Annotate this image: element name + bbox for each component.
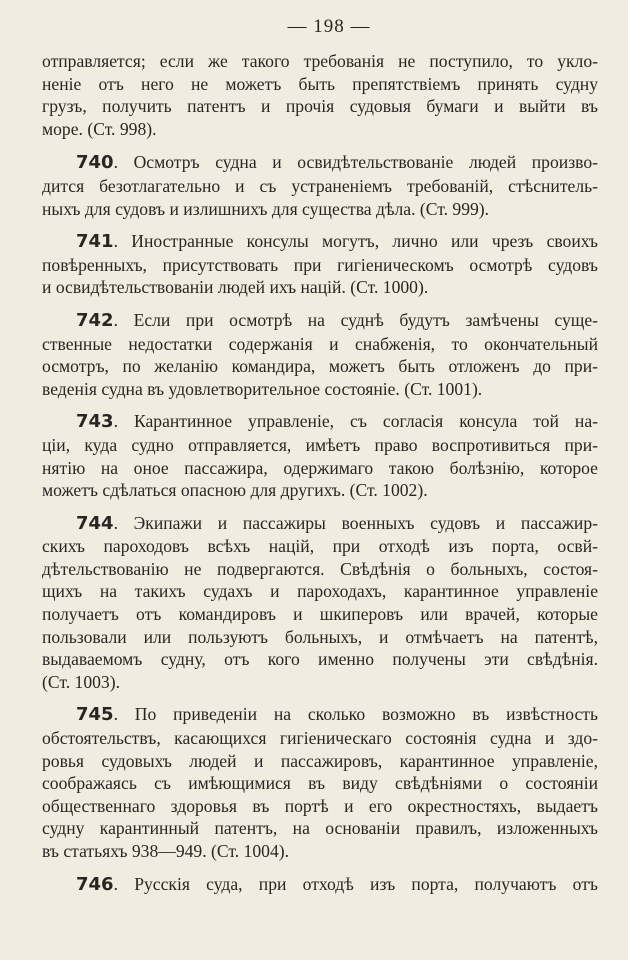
text-line: . По приведеніи на сколько возможно въ извѣстность xyxy=(113,704,598,725)
text-line: ныхъ для судовъ и излишнихъ для существа дѣла. (Ст. 999). xyxy=(42,198,490,219)
article-number: 744 xyxy=(76,512,114,534)
text-line: общественнаго здоровья въ портѣ и его окрестностяхъ, выдаетъ xyxy=(42,795,598,816)
article-740 xyxy=(42,151,598,220)
article-number: 742 xyxy=(76,309,114,331)
text-line: грузъ, получить патентъ и прочія судовыя бумаги и выйти въ xyxy=(42,96,598,117)
article-number: 740 xyxy=(76,152,114,174)
text-line: пользовали или пользуютъ больныхъ, и отмѣчаетъ на патентѣ, xyxy=(42,626,598,647)
text-line: . Осмотръ судна и освидѣтельствованіе людей произво- xyxy=(113,152,598,173)
text-line: (Ст. 1003). xyxy=(42,671,120,692)
text-line: . Русскія суда, при отходѣ изъ порта, получаютъ отъ xyxy=(113,873,598,894)
text-line: отправляется; если же такого требованія не поступило, то укло- xyxy=(42,51,598,71)
page-number: — 198 — xyxy=(287,16,371,37)
text-line: въ статьяхъ 938—949. (Ст. 1004). xyxy=(42,841,289,861)
text-line: . Экипажи и пассажиры военныхъ судовъ и пассажир- xyxy=(113,512,598,533)
article-746 xyxy=(42,873,598,897)
text-line: . Если при осмотрѣ на суднѣ будутъ замѣчены суще- xyxy=(113,309,598,330)
text-line: ціи, куда судно отправляется, имѣетъ право воспротивиться при- xyxy=(42,434,598,455)
text-line: море. (Ст. 998). xyxy=(42,118,157,139)
text-line: нятію на оное пассажира, одержимаго такою болѣзнію, которое xyxy=(42,457,598,478)
text-line: судну карантинный патентъ, на основаніи правилъ, изложенныхъ xyxy=(42,818,598,839)
text-line: . Иностранные консулы могутъ, лично или чрезъ своихъ xyxy=(113,231,598,252)
text-line: можетъ сдѣлаться опасною для другихъ. (Ст. 1002). xyxy=(42,480,428,501)
article-number: 743 xyxy=(76,411,114,433)
text-line: ственные недостатки содержанія и снабженія, то окончательный xyxy=(42,333,598,354)
text-line: дѣтельствованію не подвергаются. Свѣдѣнія о больныхъ, состоя- xyxy=(42,558,598,579)
text-line: скихъ пароходовъ всѣхъ націй, при отходѣ изъ порта, освй- xyxy=(42,536,598,557)
article-742 xyxy=(42,309,598,400)
continuation-paragraph xyxy=(42,50,598,140)
text-line: соображаясь съ имѣющимися въ виду свѣдѣніями о состояніи xyxy=(42,773,598,794)
article-number: 745 xyxy=(76,704,114,726)
text-line: повѣренныхъ, присутствовать при гигіеническомъ осмотрѣ судовъ xyxy=(42,254,598,275)
text-line: выдаваемомъ судну, отъ кого именно получены эти свѣдѣнія. xyxy=(42,649,598,670)
text-line: веденія судна въ удовлетворительное состояніе. (Ст. 1001). xyxy=(42,378,483,399)
text-line: дится безотлагательно и съ устраненіемъ требованій, стѣснитель- xyxy=(42,175,598,196)
text-line: неніе отъ него не можетъ быть препятствіемъ принять судну xyxy=(42,73,598,94)
text-line: осмотръ, по желанію командира, можетъ быть отложенъ до при- xyxy=(42,356,598,377)
text-line: . Карантинное управленіе, съ согласія консула той на- xyxy=(113,411,598,432)
text-line: щихъ на такихъ судахъ и пароходахъ, карантинное управленіе xyxy=(42,581,598,602)
text-line: получаетъ отъ командировъ и шкиперовъ или врачей, которые xyxy=(42,604,598,625)
article-number: 746 xyxy=(76,873,114,895)
article-number: 741 xyxy=(76,231,114,253)
article-744 xyxy=(42,512,598,694)
text-line: и освидѣтельствованіи людей ихъ націй. (Ст. 1000). xyxy=(42,277,429,298)
article-743 xyxy=(42,410,598,501)
article-745 xyxy=(42,703,598,862)
text-line: ровья судовыхъ людей и пассажировъ, карантинное управленіе, xyxy=(42,750,598,771)
article-741 xyxy=(42,230,598,299)
text-line: обстоятельствъ, касающихся гигіеническаго состоянія судна и здо- xyxy=(42,728,598,749)
